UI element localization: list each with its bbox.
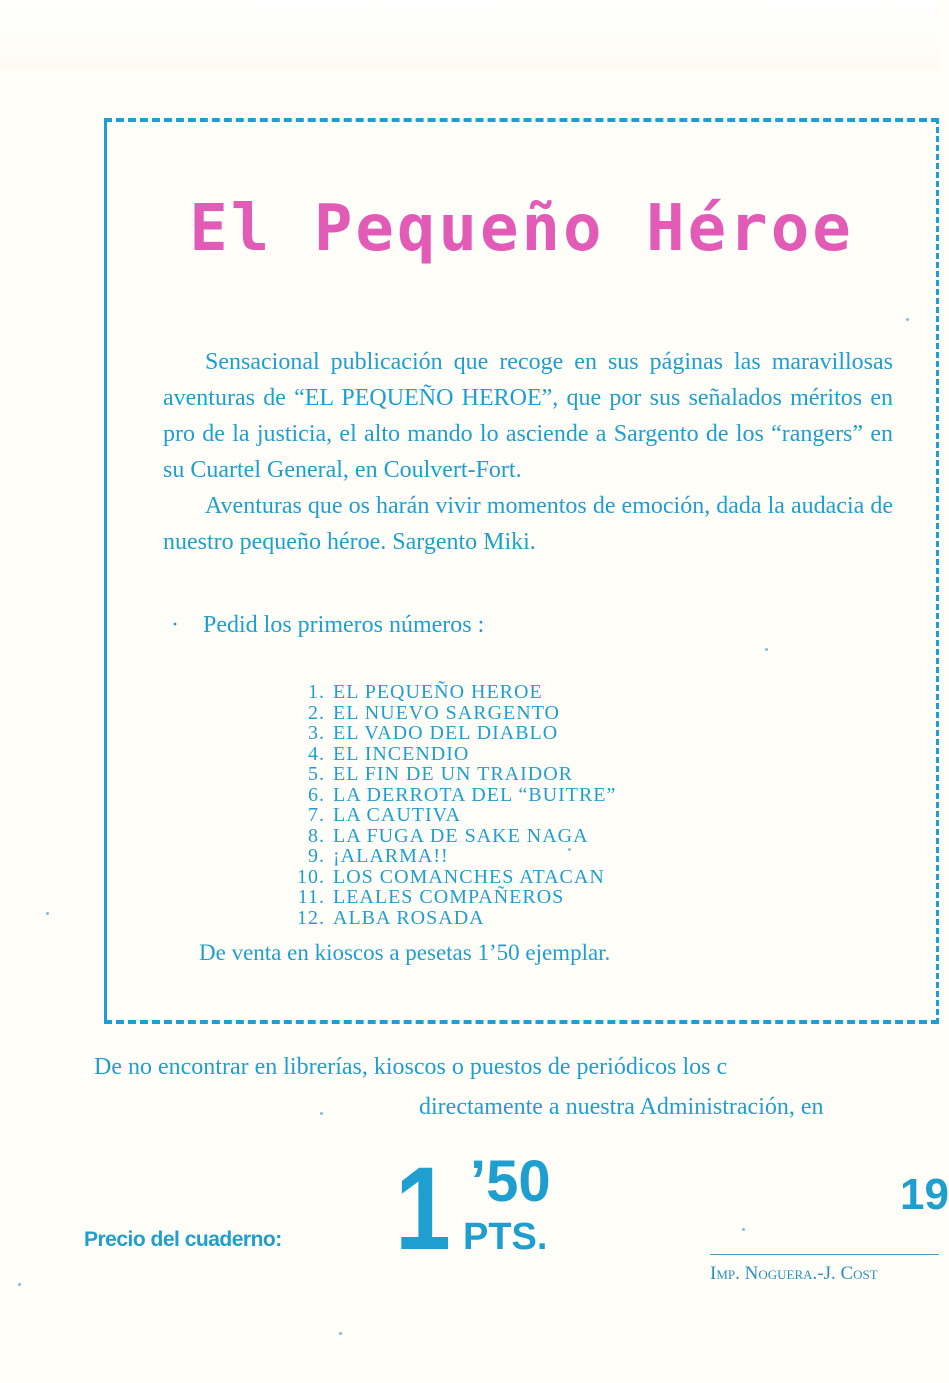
footer-line-2: directamente a nuestra Administración, en [419,1094,824,1120]
issue-list [281,682,616,928]
ink-speck [765,648,768,651]
issue-item [281,908,616,929]
printer-divider [710,1254,939,1255]
issue-number: 1. [308,681,325,703]
year-fragment: 19 [900,1170,949,1219]
issue-item [281,846,616,867]
publication-title: El Pequeño Héroe [189,192,854,266]
ink-speck [320,1112,323,1115]
issue-title: LA CAUTIVA [333,804,461,826]
advert-frame [104,118,939,1024]
issue-title: EL NUEVO SARGENTO [333,701,560,724]
issue-number: 9. [308,845,325,867]
issue-title: EL VADO DEL DIABLO [333,722,559,744]
issue-title: ¡ALARMA!! [333,845,449,867]
printer-imprint: Imp. Noguera.-J. Cost [710,1263,878,1284]
issues-heading-text: Pedid los primeros números : [203,612,485,638]
ink-speck [339,1332,342,1335]
issue-number: 11. [297,886,325,908]
description-paragraph: Aventuras que os harán vivir momentos de emoción, dada la audacia de nuestro pequeño héroe. Sargento Miki. [163,493,893,555]
issue-item [281,785,616,806]
ink-speck [18,1283,21,1286]
price-cents: ’50 [470,1149,551,1214]
ink-speck [568,848,571,851]
issue-title: EL PEQUEÑO HEROE [333,681,543,703]
price-label: Precio del cuaderno: [84,1228,282,1251]
issue-title: EL INCENDIO [333,742,470,765]
issue-title: ALBA ROSADA [333,906,485,929]
issue-item [281,867,616,888]
ink-speck [906,318,909,321]
issue-number: 12. [297,906,325,929]
price-whole: 1 [395,1143,451,1275]
issue-title: LA FUGA DE SAKE NAGA [333,824,589,847]
issue-title: EL FIN DE UN TRAIDOR [333,763,573,785]
issue-number: 4. [308,742,325,765]
description-paragraph: Sensacional publicación que recoge en sus páginas las maravillosas aventuras de “EL PEQUEÑO HEROE”, que por sus señalados méritos en pro de la justicia, el alto mando lo asciende a Sargento de los “rangers” en su Cuartel General, en Coulvert-Fort. [163,349,893,483]
issue-title: LOS COMANCHES ATACAN [333,865,605,888]
ink-speck [46,912,49,915]
paper-top-shade [0,0,939,70]
issue-number: 6. [308,783,325,806]
bullet-dot-icon: · [171,612,179,638]
issue-number: 8. [308,824,325,847]
issues-heading [171,612,485,639]
sale-note: De venta en kioscos a pesetas 1’50 ejemplar. [199,940,611,965]
issue-number: 3. [308,722,325,744]
issue-number: 10. [297,865,325,888]
issue-item [281,744,616,765]
issue-item [281,764,616,785]
footer-line-1: De no encontrar en librerías, kioscos o puestos de periódicos los c [94,1054,728,1080]
price-unit: PTS. [463,1216,548,1258]
issue-item [281,682,616,703]
ink-speck [742,1228,745,1231]
issue-item [281,887,616,908]
issue-number: 7. [308,804,325,826]
issue-number: 5. [308,763,325,785]
issue-item [281,703,616,724]
issue-title: LEALES COMPAÑEROS [333,886,565,908]
issue-item [281,723,616,744]
issue-item [281,826,616,847]
issue-item [281,805,616,826]
issue-title: LA DERROTA DEL “BUITRE” [333,783,617,806]
description [163,344,893,560]
issue-number: 2. [308,701,325,724]
